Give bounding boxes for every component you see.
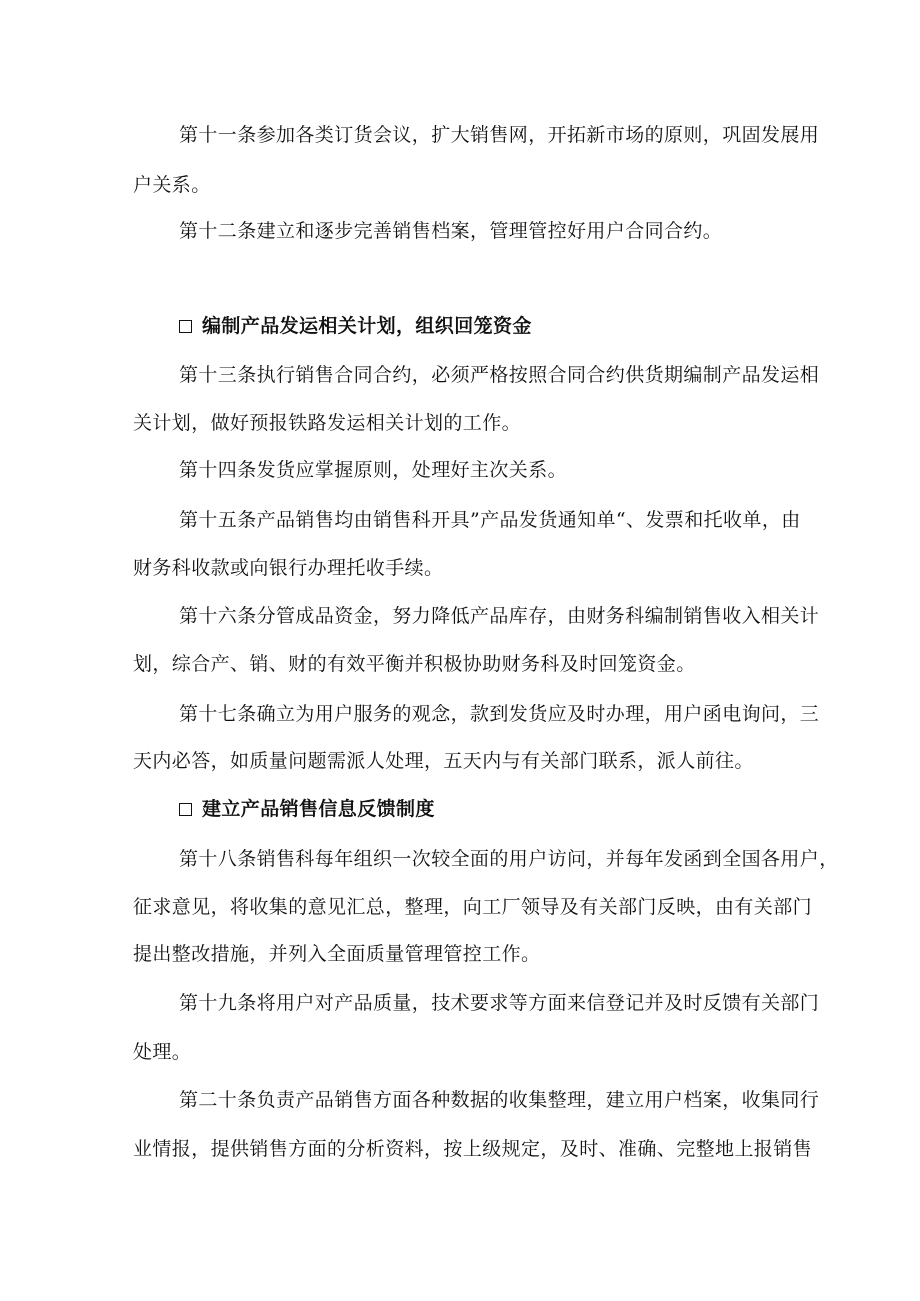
article-13-line-1: 第十三条执行销售合同合约，必须严格按照合同合约供货期编制产品发运相 [179, 364, 820, 386]
article-18-line-2: 征求意见，将收集的意见汇总，整理，向工厂领导及有关部门反映，由有关部门 [133, 896, 813, 918]
checkbox-square-icon [179, 803, 192, 816]
article-20-line-2: 业情报，提供销售方面的分析资料，按上级规定，及时、准确、完整地上报销售 [133, 1138, 813, 1160]
article-14-line-1: 第十四条发货应掌握原则，处理好主次关系。 [179, 459, 568, 481]
article-12-line-1: 第十二条建立和逐步完善销售档案，管理管控好用户合同合约。 [179, 220, 723, 242]
section-heading-shipment-plan [179, 313, 532, 339]
section-heading-feedback-system [179, 796, 435, 822]
article-19-line-2: 处理。 [133, 1041, 192, 1063]
article-18-line-1: 第十八条销售科每年组织一次较全面的用户访问，并每年发函到全国各用户， [179, 848, 839, 870]
article-13-line-2: 关计划，做好预报铁路发运相关计划的工作。 [133, 412, 522, 434]
section-heading-shipment-plan-text: 编制产品发运相关计划，组织回笼资金 [202, 315, 532, 337]
article-11-line-1: 第十一条参加各类订货会议，扩大销售网，开拓新市场的原则，巩固发展用 [179, 124, 820, 146]
article-18-line-3: 提出整改措施，并列入全面质量管理管控工作。 [133, 943, 541, 965]
article-17-line-2: 天内必答，如质量问题需派人处理，五天内与有关部门联系，派人前往。 [133, 750, 754, 772]
article-15-line-2: 财务科收款或向银行办理托收手续。 [133, 557, 444, 579]
checkbox-square-icon [179, 320, 192, 333]
article-20-line-1: 第二十条负责产品销售方面各种数据的收集整理，建立用户档案，收集同行 [179, 1089, 820, 1111]
article-16-line-2: 划，综合产、销、财的有效平衡并积极协助财务科及时回笼资金。 [133, 653, 696, 675]
article-11-line-2: 户关系。 [133, 174, 211, 196]
section-heading-feedback-system-text: 建立产品销售信息反馈制度 [202, 798, 435, 820]
article-19-line-1: 第十九条将用户对产品质量，技术要求等方面来信登记并及时反馈有关部门 [179, 992, 820, 1014]
article-15-line-1: 第十五条产品销售均由销售科开具”产品发货通知单“、发票和托收单，由 [179, 509, 801, 531]
article-17-line-1: 第十七条确立为用户服务的观念，款到发货应及时办理，用户函电询问，三 [179, 703, 820, 725]
article-16-line-1: 第十六条分管成品资金，努力降低产品库存，由财务科编制销售收入相关计 [179, 605, 820, 627]
